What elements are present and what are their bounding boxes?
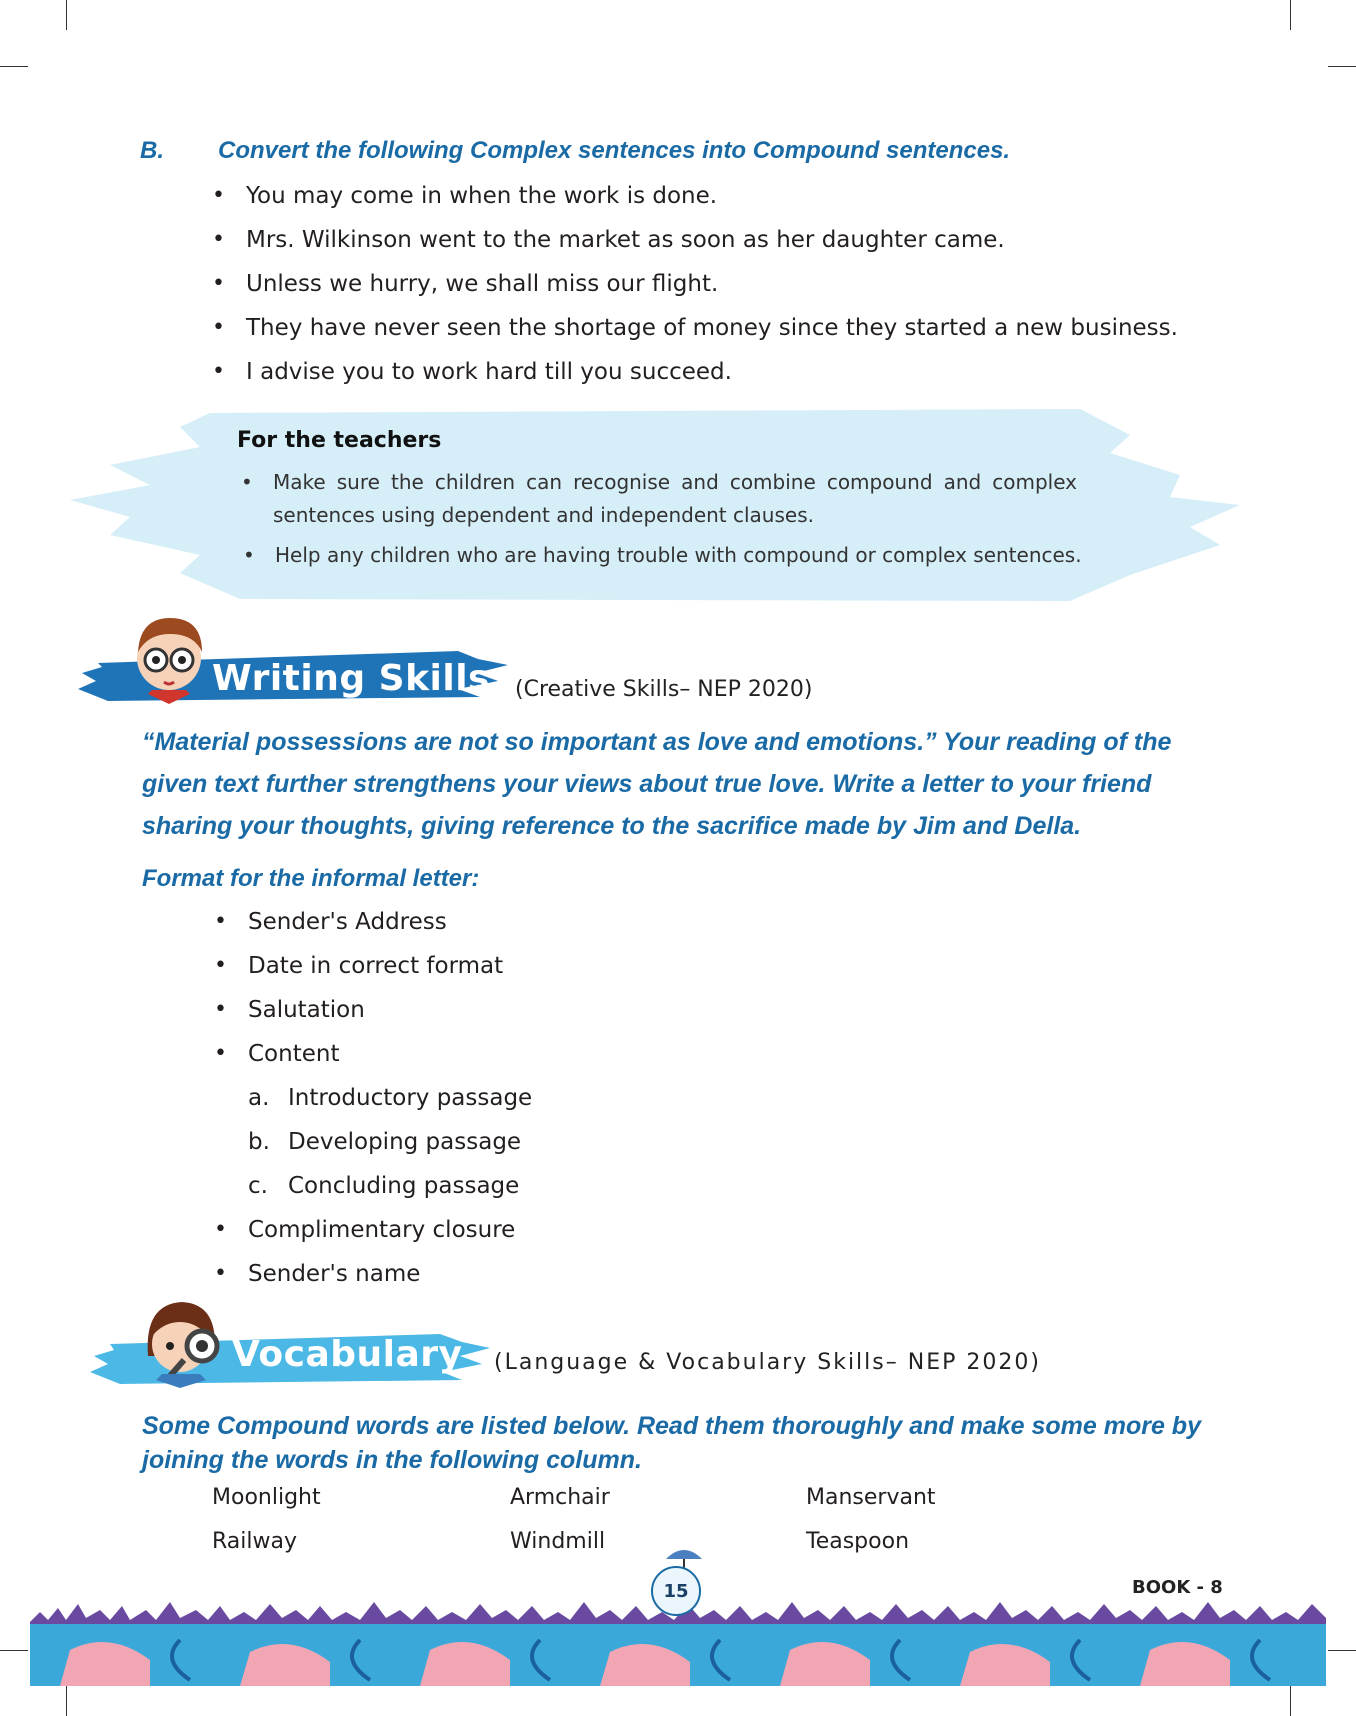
- list-item: • Sender's Address: [214, 909, 447, 935]
- vocabulary-prompt: Some Compound words are listed below. Read them thoroughly and make some more by joining the words in the following column.: [142, 1412, 1201, 1474]
- compound-word: Teaspoon: [806, 1529, 910, 1554]
- list-item: • I advise you to work hard till you succeed.: [212, 359, 732, 385]
- umbrella-icon: [664, 1545, 704, 1569]
- exercise-instruction: Convert the following Complex sentences into Compound sentences.: [218, 137, 1011, 164]
- page-number: 15: [651, 1566, 701, 1616]
- format-list-top: [214, 900, 504, 1076]
- content-sub-list: [248, 1076, 532, 1208]
- crop-mark: [66, 1686, 67, 1716]
- girl-with-magnifier-icon: [140, 1296, 228, 1388]
- vocabulary-title: Vocabulary: [232, 1334, 463, 1375]
- list-item: • Salutation: [214, 997, 365, 1023]
- crop-mark: [0, 1650, 28, 1651]
- list-item: c. Concluding passage: [248, 1173, 520, 1199]
- crop-mark: [1328, 1650, 1356, 1651]
- compound-word: Railway: [212, 1529, 298, 1554]
- list-item: • Unless we hurry, we shall miss our flight.: [212, 271, 719, 297]
- writing-skills-subtitle: (Creative Skills– NEP 2020): [515, 677, 813, 702]
- exercise-label: B.: [140, 137, 164, 164]
- teachers-title: For the teachers: [237, 428, 442, 453]
- list-item: • You may come in when the work is done.: [212, 183, 718, 209]
- crop-mark: [0, 66, 28, 67]
- compound-word: Manservant: [806, 1485, 936, 1510]
- crop-mark: [1328, 66, 1356, 67]
- list-item: • Content: [214, 1041, 340, 1067]
- teachers-item: • Help any children who are having trouble with compound or complex sentences.: [243, 543, 1082, 567]
- format-list-bottom: [214, 1208, 516, 1296]
- list-item: • Mrs. Wilkinson went to the market as soon as her daughter came.: [212, 227, 1005, 253]
- list-item: • Sender's name: [214, 1261, 421, 1287]
- book-label: BOOK - 8: [1132, 1577, 1223, 1598]
- writing-prompt: “Material possessions are not so important as love and emotions.” Your reading of the given text further strengthens your views about true love. Write a letter to your friend sharing your thoughts, giving reference to the sacrifice made by Jim and Della.: [142, 728, 1172, 840]
- list-item: a. Introductory passage: [248, 1085, 533, 1111]
- exercise-b-list: [212, 174, 1178, 394]
- crop-mark: [66, 0, 67, 30]
- list-item: • Complimentary closure: [214, 1217, 516, 1243]
- boy-with-glasses-icon: [128, 612, 210, 704]
- crop-mark: [1290, 0, 1291, 30]
- crop-mark: [1290, 1686, 1291, 1716]
- compound-word: Windmill: [510, 1529, 606, 1554]
- list-item: b. Developing passage: [248, 1129, 522, 1155]
- list-item: • Date in correct format: [214, 953, 504, 979]
- teachers-item: • Make sure the children can recognise and combine compound and complex sentences using dependent and independent clauses.: [241, 470, 1077, 527]
- writing-skills-title: Writing Skills: [212, 658, 490, 699]
- list-item: • They have never seen the shortage of money since they started a new business.: [212, 315, 1178, 341]
- format-heading: Format for the informal letter:: [142, 865, 480, 892]
- compound-word: Moonlight: [212, 1485, 321, 1510]
- compound-word: Armchair: [510, 1485, 610, 1510]
- vocabulary-subtitle: (Language & Vocabulary Skills– NEP 2020): [494, 1350, 1041, 1375]
